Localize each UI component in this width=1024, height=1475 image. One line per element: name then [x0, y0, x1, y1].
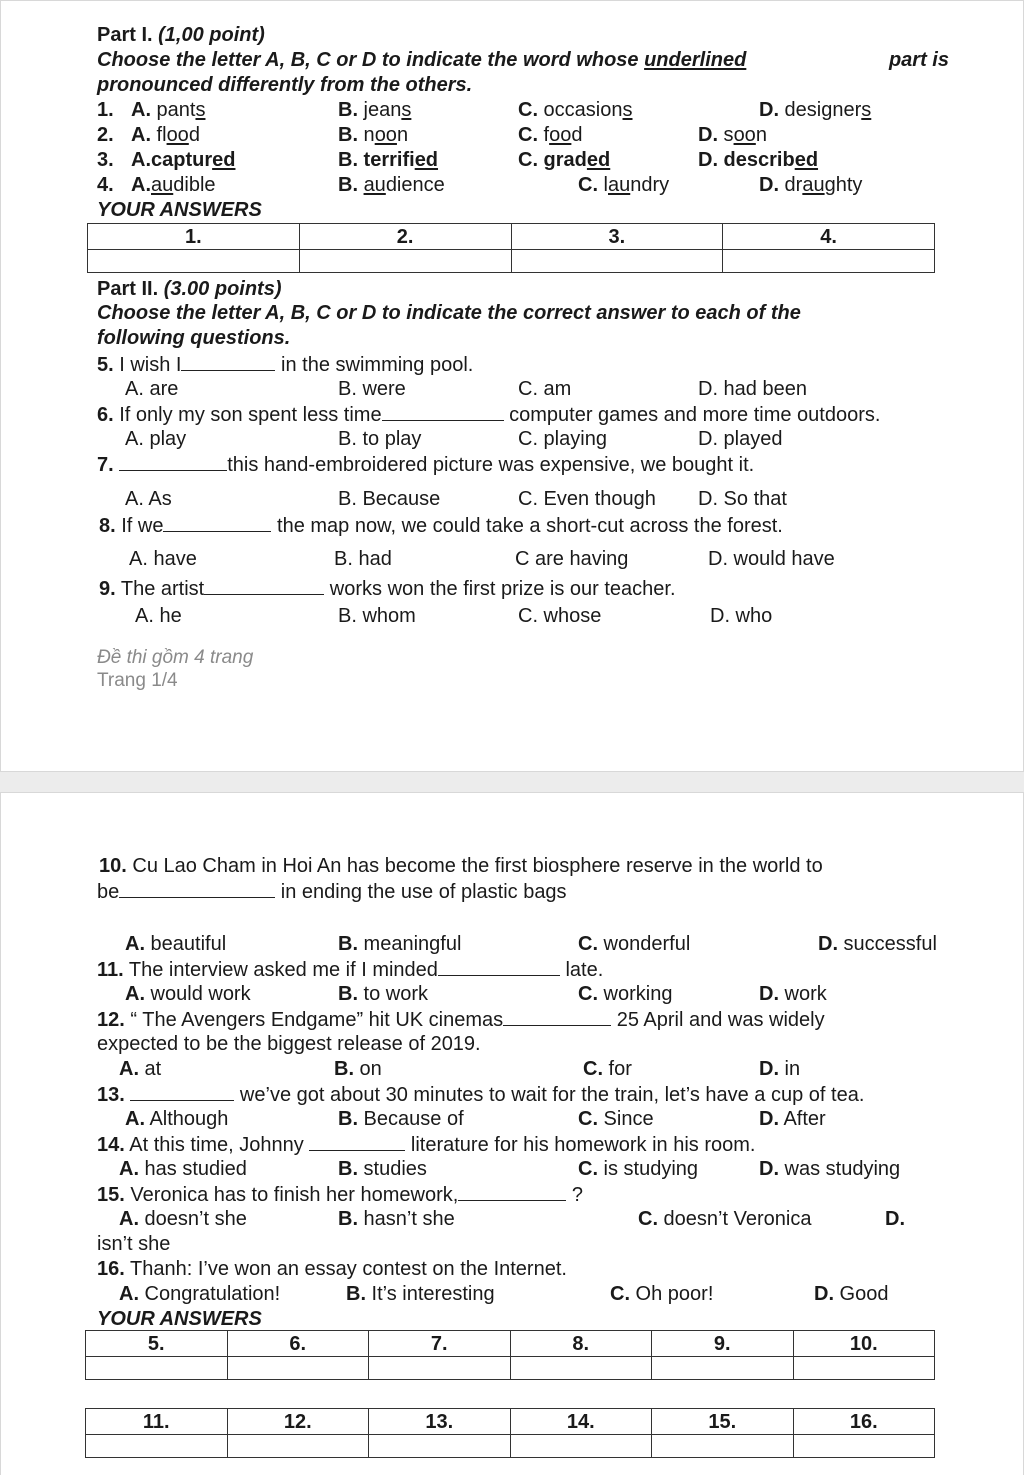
option-b: B. noon: [338, 124, 409, 146]
option-a: A. As: [125, 488, 172, 510]
answer-cell[interactable]: [86, 1435, 228, 1458]
answer-header: 12.: [227, 1409, 369, 1435]
option-a: A. are: [125, 378, 179, 400]
option-d: D.: [885, 1208, 905, 1230]
option-d: D. would have: [708, 548, 835, 570]
option-a: A. Congratulation!: [119, 1283, 281, 1305]
option-c: C. am: [518, 378, 572, 400]
option-b: B. terrified: [338, 149, 439, 171]
answer-cell[interactable]: [227, 1357, 369, 1380]
question-12: 12. “ The Avengers Endgame” hit UK cinemas 25 April and was widely: [97, 1009, 825, 1031]
answer-header: 9.: [652, 1331, 794, 1357]
question-13: 13. we’ve got about 30 minutes to wait for the train, let’s have a cup of tea.: [97, 1084, 865, 1106]
option-d: D. had been: [698, 378, 807, 400]
answer-blank: [438, 957, 560, 976]
part2-instruction: Choose the letter A, B, C or D to indicate the correct answer to each of the: [97, 302, 801, 324]
answer-cell[interactable]: [510, 1357, 652, 1380]
answer-cell[interactable]: [652, 1435, 794, 1458]
option-a: A. flood: [131, 124, 200, 146]
answer-blank: [382, 402, 504, 421]
part1-instruction: Choose the letter A, B, C or D to indicate the word whose underlined part is: [97, 49, 949, 71]
answer-blank: [130, 1082, 234, 1101]
answer-blank: [204, 576, 324, 595]
answer-cell[interactable]: [86, 1357, 228, 1380]
question-12-cont: expected to be the biggest release of 2019.: [97, 1033, 481, 1055]
option-a: A. Although: [125, 1108, 229, 1130]
question-7: 7. this hand-embroidered picture was expensive, we bought it.: [97, 454, 755, 476]
option-c: C. playing: [518, 428, 607, 450]
answer-header: 4.: [723, 224, 935, 250]
question-6: 6. If only my son spent less time computer games and more time outdoors.: [97, 404, 881, 426]
question-number: 3.: [97, 149, 114, 171]
option-b: B. jeans: [338, 99, 412, 121]
option-a: A. have: [129, 548, 197, 570]
answer-cell[interactable]: [652, 1357, 794, 1380]
option-d: D. successful: [818, 933, 937, 955]
option-d: D. who: [710, 605, 773, 627]
part1-instruction-cont: pronounced differently from the others.: [97, 74, 473, 96]
option-b: B. to play: [338, 428, 422, 450]
option-c: C. food: [518, 124, 583, 146]
answer-cell[interactable]: [88, 250, 300, 273]
question-5: 5. I wish I in the swimming pool.: [97, 354, 474, 376]
option-b: B. on: [334, 1058, 382, 1080]
answer-blank: [309, 1132, 405, 1151]
question-number: 4.: [97, 174, 114, 196]
answer-header: 2.: [299, 224, 511, 250]
option-b: B. were: [338, 378, 406, 400]
option-d: D. played: [698, 428, 783, 450]
answer-header: 7.: [369, 1331, 511, 1357]
answer-header: 8.: [510, 1331, 652, 1357]
option-c: C are having: [515, 548, 629, 570]
option-a: A. play: [125, 428, 187, 450]
question-11: 11. The interview asked me if I minded late.: [97, 959, 604, 981]
option-d: D. described: [698, 149, 819, 171]
answer-table-5-10: [85, 1330, 935, 1380]
answer-header: 3.: [511, 224, 723, 250]
answer-header: 14.: [510, 1409, 652, 1435]
option-c: C. Oh poor!: [610, 1283, 714, 1305]
option-d: D. in: [759, 1058, 801, 1080]
option-d: D. work: [759, 983, 827, 1005]
option-b: B. hasn’t she: [338, 1208, 455, 1230]
option-d: D. Good: [814, 1283, 889, 1305]
answer-cell[interactable]: [369, 1357, 511, 1380]
answer-blank: [458, 1182, 566, 1201]
option-c: C. laundry: [578, 174, 670, 196]
answer-cell[interactable]: [299, 250, 511, 273]
answer-header: 1.: [88, 224, 300, 250]
answer-cell[interactable]: [369, 1435, 511, 1458]
answer-header: 11.: [86, 1409, 228, 1435]
question-9: 9. The artist works won the first prize is our teacher.: [99, 578, 676, 600]
option-c: C. doesn’t Veronica: [638, 1208, 812, 1230]
option-c: C. Even though: [518, 488, 656, 510]
option-d: D. soon: [698, 124, 767, 146]
exam-page-2: [0, 792, 1024, 1475]
option-d-cont: isn’t she: [97, 1233, 171, 1255]
answer-table-11-16: [85, 1408, 935, 1458]
option-c: C. is studying: [578, 1158, 699, 1180]
option-c: C. wonderful: [578, 933, 691, 955]
answer-blank: [119, 879, 275, 898]
option-c: C. whose: [518, 605, 602, 627]
answer-header: 13.: [369, 1409, 511, 1435]
question-8: 8. If we the map now, we could take a short-cut across the forest.: [99, 515, 783, 537]
option-b: B. studies: [338, 1158, 427, 1180]
answer-cell[interactable]: [793, 1435, 935, 1458]
answer-cell[interactable]: [723, 250, 935, 273]
option-b: B. whom: [338, 605, 416, 627]
answer-header: 16.: [793, 1409, 935, 1435]
answer-header: 15.: [652, 1409, 794, 1435]
part1-heading: Part I. (1,00 point): [97, 24, 265, 46]
answer-cell[interactable]: [227, 1435, 369, 1458]
page-number: Trang 1/4: [97, 670, 178, 691]
answer-header: 5.: [86, 1331, 228, 1357]
answer-table-1-4: [87, 223, 935, 273]
option-a: A. has studied: [119, 1158, 247, 1180]
answer-cell[interactable]: [510, 1435, 652, 1458]
answer-cell[interactable]: [793, 1357, 935, 1380]
option-b: B. audience: [338, 174, 445, 196]
option-a: A.audible: [131, 174, 216, 196]
answer-header: 10.: [793, 1331, 935, 1357]
answer-header: 6.: [227, 1331, 369, 1357]
question-number: 1.: [97, 99, 114, 121]
option-a: A.captured: [131, 149, 236, 171]
option-d: D. So that: [698, 488, 787, 510]
option-d: D. was studying: [759, 1158, 901, 1180]
option-a: A. doesn’t she: [119, 1208, 247, 1230]
option-c: C. occasions: [518, 99, 633, 121]
option-c: C. for: [583, 1058, 632, 1080]
question-10-cont: be in ending the use of plastic bags: [97, 881, 567, 903]
option-d: D. designers: [759, 99, 872, 121]
option-a: A. would work: [125, 983, 251, 1005]
option-b: B. Because of: [338, 1108, 464, 1130]
question-15: 15. Veronica has to finish her homework, ?: [97, 1184, 584, 1206]
option-b: B. Because: [338, 488, 441, 510]
option-a: A. beautiful: [125, 933, 227, 955]
option-d: D. After: [759, 1108, 826, 1130]
question-10: 10. Cu Lao Cham in Hoi An has become the first biosphere reserve in the world to: [99, 855, 823, 877]
option-c: C. working: [578, 983, 673, 1005]
option-b: B. had: [334, 548, 392, 570]
your-answers-label: YOUR ANSWERS: [97, 199, 262, 221]
answer-blank: [119, 452, 227, 471]
option-b: B. to work: [338, 983, 429, 1005]
option-a: A. at: [119, 1058, 162, 1080]
your-answers-label: YOUR ANSWERS: [97, 1308, 262, 1330]
part2-instruction-cont: following questions.: [97, 327, 291, 349]
question-14: 14. At this time, Johnny literature for his homework in his room.: [97, 1134, 756, 1156]
answer-blank: [503, 1007, 611, 1026]
option-a: A. pants: [131, 99, 206, 121]
option-b: B. It’s interesting: [346, 1283, 495, 1305]
answer-blank: [163, 513, 271, 532]
question-16: 16. Thanh: I’ve won an essay contest on the Internet.: [97, 1258, 567, 1280]
option-d: D. draughty: [759, 174, 863, 196]
part2-heading: Part II. (3.00 points): [97, 278, 282, 300]
answer-cell[interactable]: [511, 250, 723, 273]
option-a: A. he: [135, 605, 182, 627]
option-c: C. Since: [578, 1108, 654, 1130]
answer-blank: [181, 352, 275, 371]
option-c: C. graded: [518, 149, 611, 171]
option-b: B. meaningful: [338, 933, 462, 955]
page-count-note: Đề thi gồm 4 trang: [97, 647, 254, 668]
question-number: 2.: [97, 124, 114, 146]
